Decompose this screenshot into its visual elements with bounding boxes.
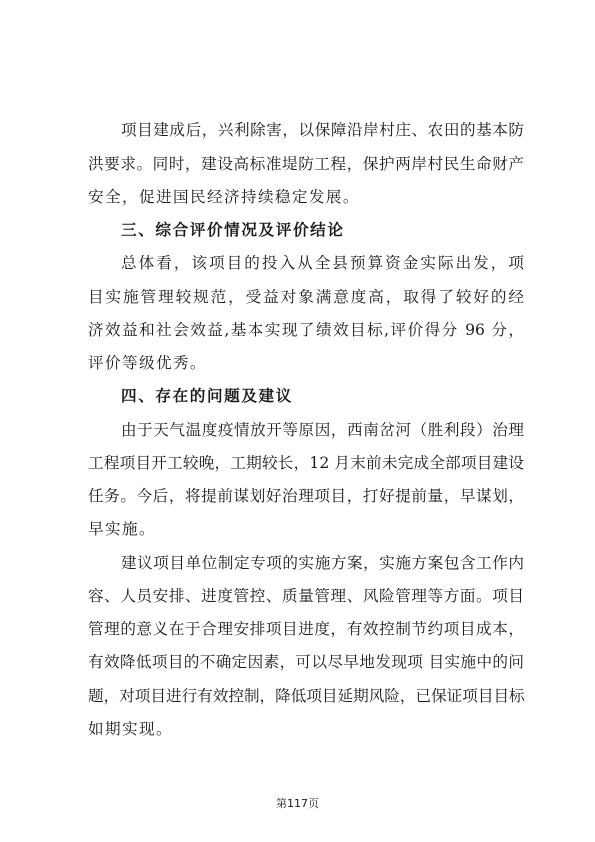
paragraph-3-line-2: 工程项目开工较晚，工期较长，12 月末前未完成全部项目建设	[88, 454, 524, 472]
paragraph-2-line-1: 总体看，该项目的投入从全县预算资金实际出发，项	[121, 254, 524, 272]
paragraph-4-line-1: 建议项目单位制定专项的实施方案，实施方案包含工作内	[121, 554, 524, 572]
paragraph-2-line-2: 目实施管理较规范，受益对象满意度高，取得了较好的经	[88, 288, 524, 306]
paragraph-3-line-3: 任务。今后，将提前谋划好治理项目，打好提前量，早谋划，	[88, 487, 524, 505]
paragraph-4-line-4: 有效降低项目的不确定因素，可以尽早地发现项 目实施中的问	[88, 653, 524, 671]
paragraph-1-line-3: 安全，促进国民经济持续稳定发展。	[88, 188, 360, 206]
section-heading-4: 四、存在的问题及建议	[121, 387, 293, 405]
paragraph-3-line-4: 早实施。	[88, 520, 156, 538]
paragraph-4-line-5: 题，对项目进行有效控制，降低项目延期风险，已保证项目目标	[88, 687, 525, 705]
paragraph-3-line-1: 由于天气温度疫情放开等原因，西南岔河（胜利段）治理	[121, 421, 524, 439]
paragraph-1-line-1: 项目建成后，兴利除害，以保障沿岸村庄、农田的基本防	[121, 121, 524, 139]
paragraph-2-line-4: 评价等级优秀。	[88, 354, 207, 372]
paragraph-4-line-6: 如期实现。	[88, 720, 173, 738]
paragraph-1-line-2: 洪要求。同时，建设高标准堤防工程，保护两岸村民生命财产	[88, 155, 524, 173]
paragraph-4-line-2: 容、人员安排、进度管控、质量管理、风险管理等方面。项目	[88, 587, 524, 605]
paragraph-4-line-3: 管理的意义在于合理安排项目进度，有效控制节约项目成本，	[88, 620, 524, 638]
paragraph-2-line-3: 济效益和社会效益,基本实现了绩效目标,评价得分 96 分，	[88, 321, 524, 339]
section-heading-3: 三、综合评价情况及评价结论	[121, 221, 345, 239]
page-number: 第117页	[276, 797, 319, 810]
